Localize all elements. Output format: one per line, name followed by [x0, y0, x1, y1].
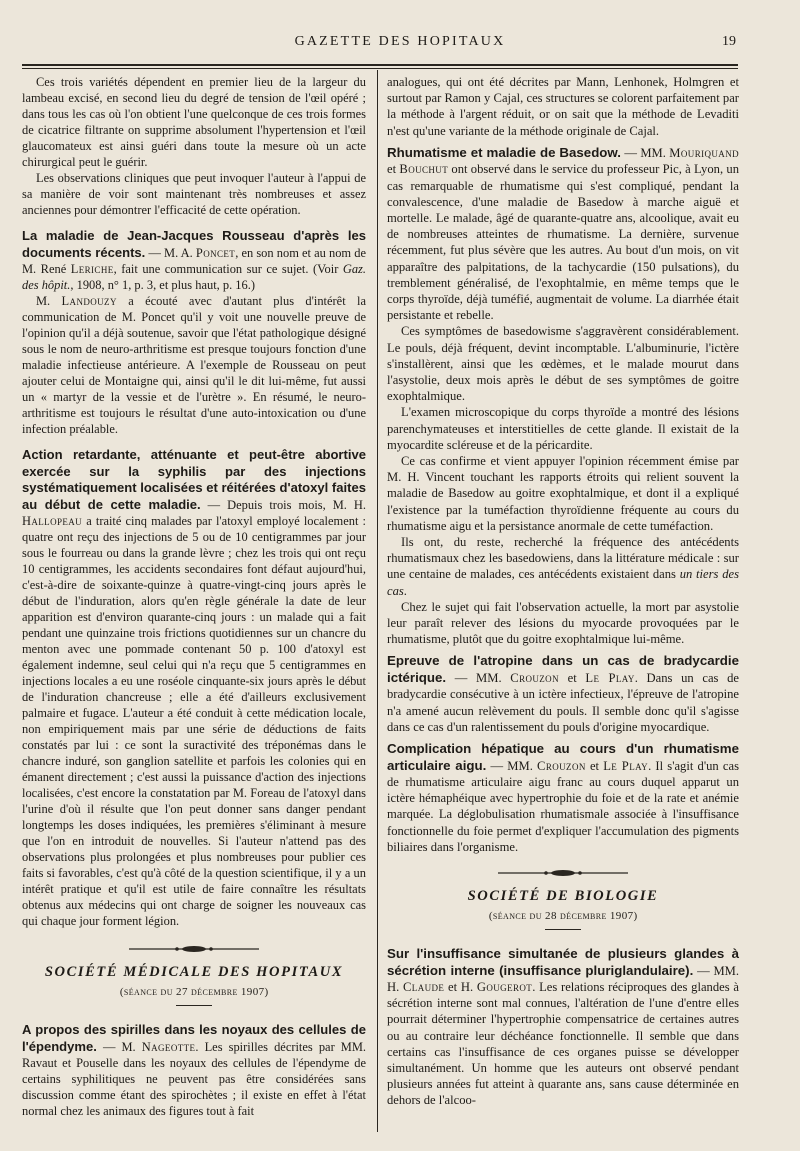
paragraph: L'examen microscopique du corps thyroïde a montré des lésions parenchymateuses et interstitielles de cette glande. Il existait de la myocardite scléreuse et de la péricardite. [387, 405, 739, 452]
article-spirilles: A propos des spirilles dans les noyaux des cellules de l'épendyme. — M. Nageotte. Les spirilles décrites par MM. Ravaut et Pouselle dans les noyaux des cellules de l'épendyme de certains syphilitiques ne peuvent pas être considérées sans discussion comme étant des spirochètes ; il existe en effet à l'état normal chez les animaux des figures tout à fait [22, 1022, 367, 1118]
column-divider [377, 70, 378, 1132]
paragraph: Ce cas confirme et vient appuyer l'opinion récemment émise par M. H. Vincent touchant les rapports étroits qui relient souvent la maladie de Basedow au goitre exophtalmique, et dont il a expliqué l'existence par la tuméfaction thyroïdienne fréquente au cours du rhumatisme aigu et la persistance anormale de cette tuméfaction. [387, 453, 739, 533]
article-hepatique: Complication hépatique au cours d'un rhumatisme articulaire aigu. — MM. Crouzon et Le Play. Il s'agit d'un cas de rhumatisme articulaire aigu franc au cours duquel apparut un ictère hémaphéique avec hypertrophie du foie et de la rate et anémie marquée. La déglobulisation rhumatismale associée à l'insuffisance fonctionnelle du foie permet d'expliquer l'accumulation des pigments biliaires dans l'organisme. [387, 741, 739, 854]
author-name: Crouzon [537, 758, 586, 773]
society-heading: SOCIÉTÉ DE BIOLOGIE [467, 888, 659, 905]
society-heading: SOCIÉTÉ MÉDICALE DES HOPITAUX [44, 964, 344, 980]
article-title: A propos des spirilles dans les noyaux des cellules de l'épendyme. [22, 1022, 366, 1054]
right-column [387, 74, 739, 1109]
author-name: Hallopeau [22, 514, 83, 528]
article-title: Sur l'insuffisance simultanée de plusieurs glandes à sécrétion interne (insuffisance pluriglandulaire). [387, 946, 739, 978]
left-column [22, 74, 366, 1119]
author-name: Leriche [70, 262, 114, 276]
article-title: Epreuve de l'atropine dans un cas de bradycardie ictérique. [387, 653, 739, 685]
paragraph: M. Landouzy a écouté avec d'autant plus d'intérêt la communication de M. Poncet qu'il y voit une nouvelle preuve de l'opinion qu'il a déjà soutenue, savoir que l'état pathologique désigné sous le nom de neuro-arthritisme est presque toujours fonction d'une maladie infectieuse antérieure. A l'exemple de Rousseau on peut ajouter celui de Montaigne qui, ainsi qu'il le dit lui-même, fut aussi un « martyr de la vessie et de l'urètre ». En résumé, le neuro-arthritisme est toujours le résultat d'une auto-intoxication ou d'une infection préalable. [22, 294, 366, 436]
author-name: Mouriquand [669, 145, 739, 160]
author-name: Poncet [195, 245, 236, 260]
author-name: Le Play [585, 670, 635, 685]
session-date: (séance du 27 décembre 1907) [119, 986, 269, 998]
paragraph: Ces symptômes de basedowisme s'aggravèrent considérablement. Le pouls, déjà fréquent, devint incomptable. L'albuminurie, l'ictère s'installèrent, ainsi que les œdèmes, et le malade mourut dans l'asystolie, deux mois après le début de ses symptômes de goitre exophtalmique. [387, 324, 739, 404]
article-atropine: Epreuve de l'atropine dans un cas de bradycardie ictérique. — MM. Crouzon et Le Play. Dans un cas de bradycardie consécutive à un ictère infectieux, l'épreuve de l'atropine n'a amené aucun relèvement du pouls. Il semble donc qu'il s'agisse dans ce cas d'un ralentissement du pouls d'origine myocardique. [387, 653, 739, 734]
article-title: Complication hépatique au cours d'un rhumatisme articulaire aigu. [387, 741, 739, 773]
section-ornament [129, 945, 259, 953]
paragraph: Ils ont, du reste, recherché la fréquence des antécédents rhumatismaux chez les basedowiens, dans la littérature médicale : sur une centaine de malades, ces antécédents existaient dans un tiers des cas. [387, 534, 739, 598]
author-name: Bouchut [399, 162, 449, 177]
header-rule [22, 64, 738, 66]
article-rousseau: La maladie de Jean-Jacques Rousseau d'après les documents récents. — M. A. Poncet, en son nom et au nom de M. René Leriche, fait une communication sur ce sujet. (Voir Gaz. des hôpit., 1908, n° 1, p. 3, et plus haut, p. 16.) [22, 228, 366, 292]
author-name: Crouzon [510, 670, 559, 685]
article-basedow: Rhumatisme et maladie de Basedow. — MM. Mouriquand et Bouchut ont observé dans le service du professeur Pic, à Lyon, un cas remarquable de rhumatisme qui s'est compliqué, pendant la convalescence, d'une maladie de Basedow à marche aiguë et mortelle. Le malade, âgé de quarante-quatre ans, alcoolique, avait eu de nombreuses atteintes de rhumatisme. La dernière, survenue récemment, fut plus sévère que les autres. Au bout d'un mois, on vit apparaître des palpitations, de la tachycardie (150 pulsations), du tremblement généralisé, de l'exophtalmie, en même temps que le corps thyroïde, déjà tuméfié, augmentait de volume. La diarrhée était persistante et rebelle. [387, 144, 739, 323]
article-title: Rhumatisme et maladie de Basedow. [387, 144, 621, 160]
page-header [0, 34, 800, 54]
paragraph: analogues, qui ont été décrites par Mann, Lenhonek, Holmgren et surtout par Ramon y Cajal, ces structures se colorent parfaitement par la méthode à l'argent réduit, or on sait que la méthode de Levaditi n'est qu'une variante de la méthode originale de Cajal. [387, 75, 739, 138]
journal-title: GAZETTE DES HOPITAUX [294, 34, 506, 49]
author-name: Landouzy [61, 294, 117, 308]
header-rule-thin [22, 68, 738, 69]
paragraph: Ces trois variétés dépendent en premier lieu de la largeur du lambeau excisé, en second lieu du degré de tension de l'œil opéré ; dans tous les cas où l'on obtient l'une quelconque de ces trois formes de cicatrice filtrante on supprime absolument l'hypertension et l'œil glaucomateux est ainsi guéri dans toute la mesure où un acte chirurgical peut le guérir. [22, 75, 366, 169]
session-date: (séance du 28 décembre 1907) [488, 910, 638, 923]
page-number: 19 [722, 34, 736, 49]
paragraph: Les observations cliniques que peut invoquer l'auteur à l'appui de sa manière de voir sont maintenant très nombreuses et assez anciennes pour démontrer l'efficacité de cette opération. [22, 171, 366, 217]
author-name: Nageotte [141, 1039, 196, 1054]
article-pluriglandulaire: Sur l'insuffisance simultanée de plusieurs glandes à sécrétion interne (insuffisance pluriglandulaire). — MM. H. Claude et H. Gougerot. Les relations réciproques des glandes à sécrétion interne sont mal connues, l'altération de l'une d'entre elles pourrait déterminer l'hypertrophie compensatrice de certaines autres ou au contraire leur déchéance fonctionnelle. Il semble que dans certains cas l'insuffisance de ces organes puisse se développer simultanément. Un homme que les auteurs ont observé pendant plusieurs années fut atteint à quarante ans, sans cause déterminée en dehors de l'alcoo- [387, 946, 740, 1108]
author-name: Claude [403, 980, 445, 995]
article-title: La maladie de Jean-Jacques Rousseau d'après les documents récents. [22, 228, 366, 260]
author-name: Le Play [603, 758, 649, 773]
article-title: Action retardante, atténuante et peut-être abortive exercée sur la syphilis par des injections systématiquement localisées et réitérées d'atoxyl faites au début de cette maladie. [22, 447, 366, 512]
article-atoxyl: Action retardante, atténuante et peut-être abortive exercée sur la syphilis par des injections systématiquement localisées et réitérées d'atoxyl faites au début de cette maladie. — Depuis trois mois, M. H. Hallopeau a traité cinq malades par l'atoxyl employé localement : quatre ont reçu des injections de 5 ou de 10 centigrammes par jour sous le fourreau ou dans la grande lèvre ; chez les trois qui ont reçu 10 centigrammes, les accidents secondaires font défaut aujourd'hui, c'est-à-dire de soixante-quinze à quatre-vingt-cinq jours après le début de l'induration, alors qu'en règle générale la date de leur apparition est d'environ quarante-cinq jours : un malade qui a fait pendant une quinzaine trois frictions quotidiennes sur un chancre du menton avec une pommade contenant 50 p. 100 d'atoxyl est également indemne, seul celui qui n'a reçu que 5 centigrammes en injections locales a eu une roséole cinquante-six jours après le début de l'induration chancreuse ; elle a été d'ailleurs exclusivement palmaire et fugace. L'auteur a été conduit à cette médication locale, non empiriquement mais par une série de déductions de faits constatés par lui : ce sont la suractivité des tréponémas dans le chancre induré, son ganglion satellite et parfois les colonies qui en émanent directement ; c'est aussi la puissance d'action des injections localisées, c'est encore la constatation par M. Foreau de l'atoxyl dans l'urine d'où il résulte que l'on peut donner sans danger pendant longtemps les doses indiquées, les premières s'éliminant à mesure que l'on en introduit de nouvelles. Si l'auteur n'attend pas des observations plus prolongées et plus nombreuses pour publier ces faits si favorables, c'est qu'à côté de la question scientifique, il y a un intérêt pratique et qu'il est utile de faire connaître les résultats obtenus aux médecins qui ont charge de soigner les nouveaux cas qui chaque jour forment légion. [22, 447, 367, 928]
author-name: Gougerot [476, 980, 533, 995]
section-ornament [498, 869, 628, 877]
paragraph: Chez le sujet qui fait l'observation actuelle, la mort par asystolie leur paraît relever des lésions du myocarde provoquées par le rhumatisme, plutôt que du goitre exophtalmique lui-même. [387, 599, 739, 647]
citation: Gaz. des hôpit. [22, 262, 366, 292]
